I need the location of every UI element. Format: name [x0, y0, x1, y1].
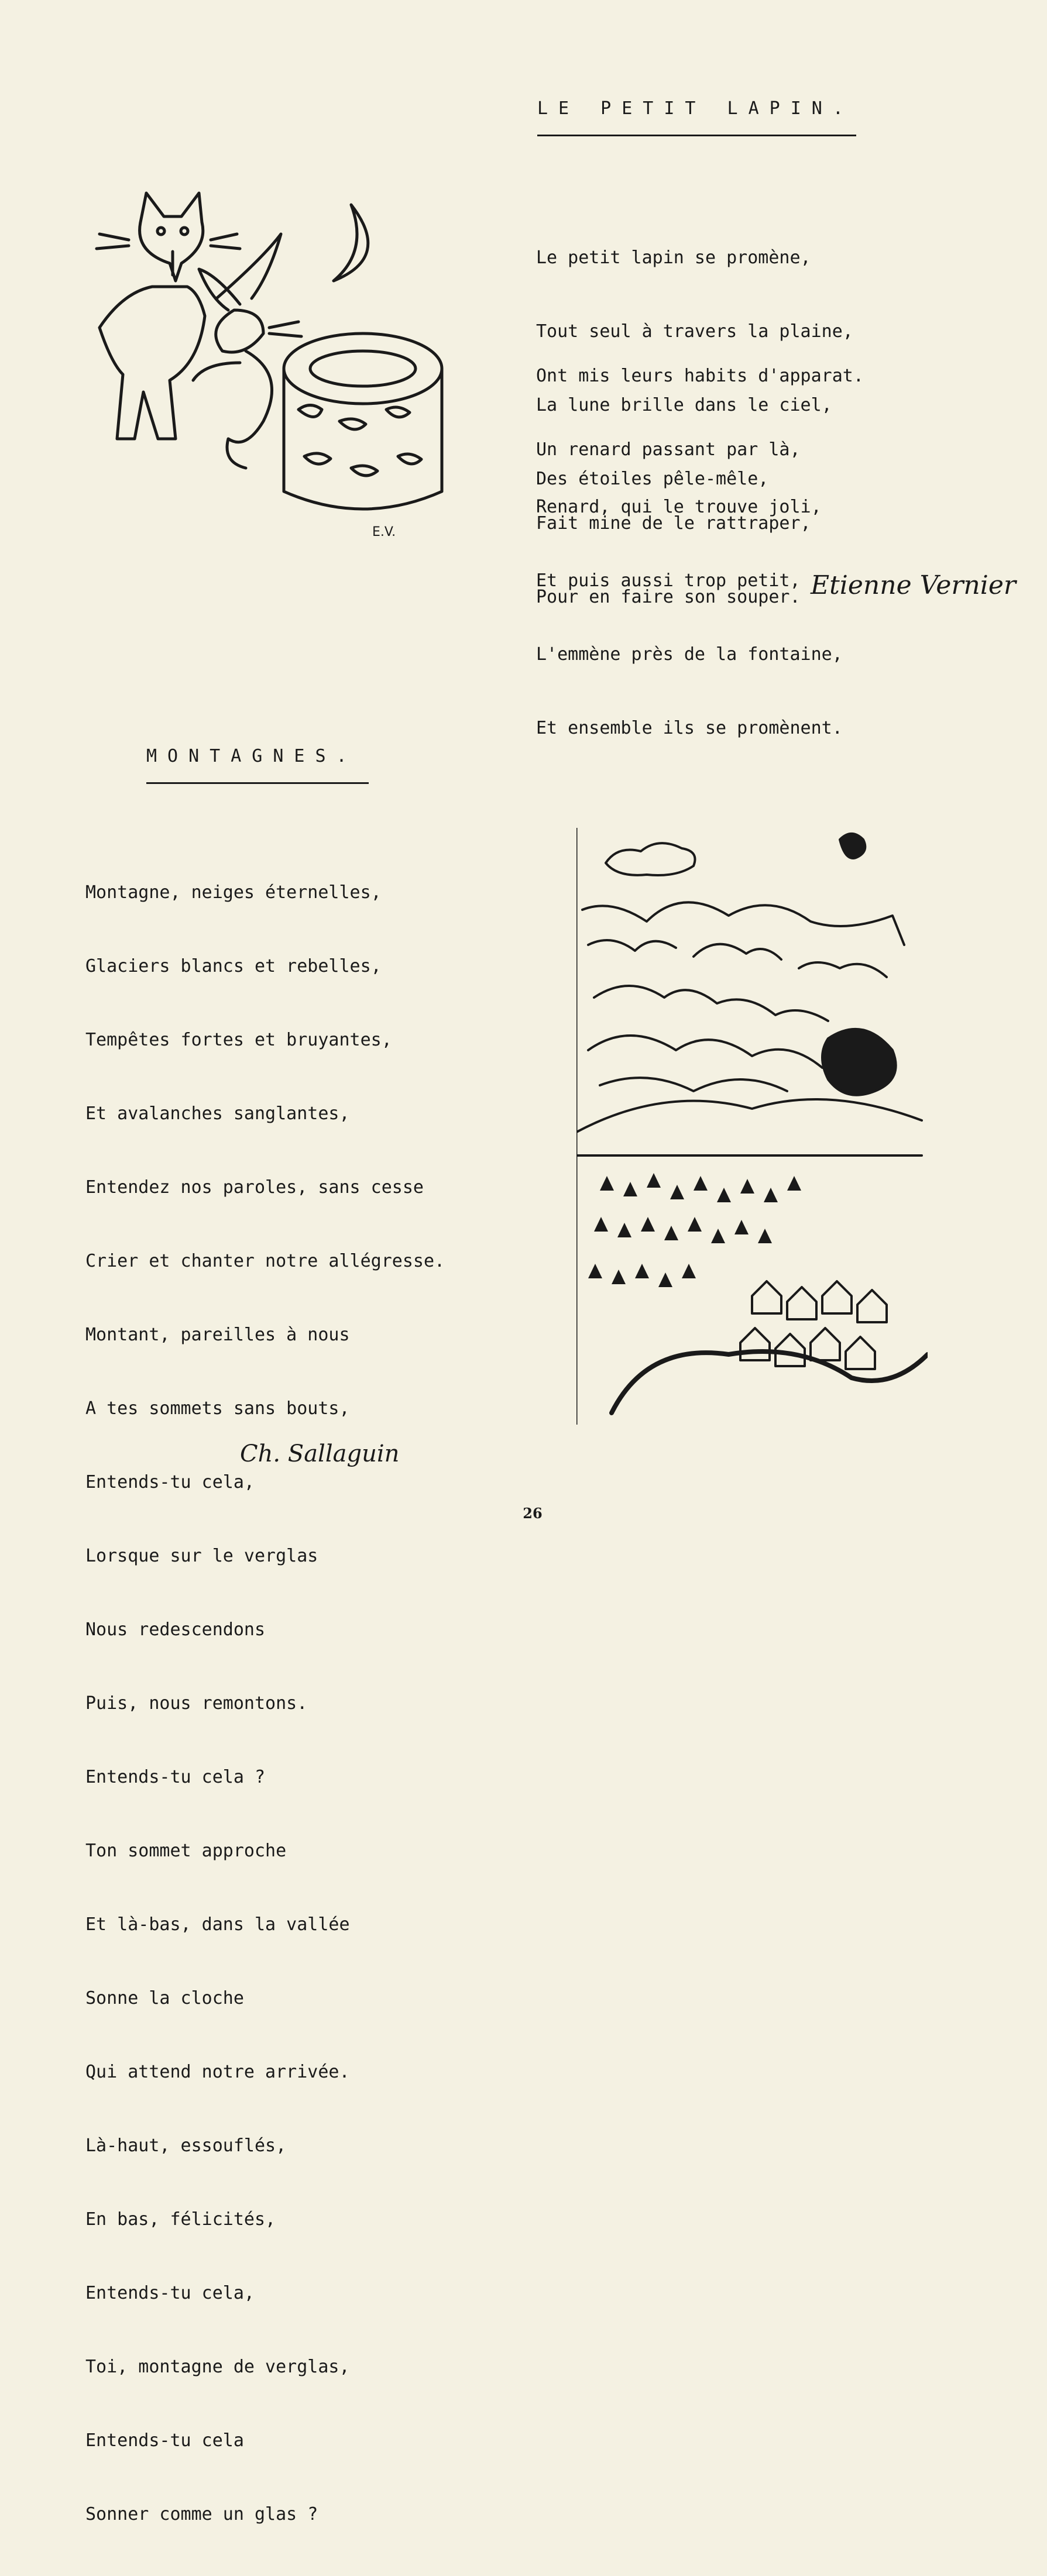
poem1-title: LE PETIT LAPIN.	[537, 98, 854, 119]
poem-line: Entendez nos paroles, sans cesse	[85, 1177, 424, 1198]
poem-line: L'emmène près de la fontaine,	[536, 644, 843, 665]
poem1-stanza-3	[536, 446, 843, 790]
poem-line: Tempêtes fortes et bruyantes,	[85, 1030, 392, 1050]
poem-line: Tout seul à travers la plaine,	[536, 321, 853, 342]
poem2-body	[85, 831, 445, 2576]
mountain-village-illustration	[576, 828, 928, 1425]
drawing-initials: E.V.	[372, 525, 396, 539]
poem-line: Et avalanches sanglantes,	[85, 1103, 350, 1124]
poem-line: Montagne, neiges éternelles,	[85, 882, 382, 903]
poem-line: Et là-bas, dans la vallée	[85, 1914, 350, 1935]
poem-line: Là-haut, essouflés,	[85, 2135, 287, 2156]
page-number: 26	[523, 1505, 543, 1522]
poem-line: Des étoiles pêle-mêle,	[536, 469, 769, 489]
poem-line: Qui attend notre arrivée.	[85, 2062, 350, 2082]
poem-line: Sonne la cloche	[85, 1988, 244, 2008]
poem-line: Montant, pareilles à nous	[85, 1325, 350, 1345]
poem-line: Nous redescendons	[85, 1619, 266, 1640]
poem2-title: MONTAGNES.	[146, 746, 358, 766]
poem-line: A tes sommets sans bouts,	[85, 1398, 350, 1419]
poem2-title-rule	[146, 782, 369, 784]
poem-line: La lune brille dans le ciel,	[536, 395, 832, 415]
fox-rabbit-illustration	[88, 187, 497, 538]
poem-line: Ont mis leurs habits d'apparat.	[536, 366, 864, 386]
poem-line: Entends-tu cela,	[85, 2283, 255, 2303]
poem-line: Entends-tu cela ?	[85, 1767, 266, 1787]
poem-line: Pour en faire son souper.	[536, 587, 801, 607]
poem-line: Le petit lapin se promène,	[536, 247, 811, 268]
poem-line: Entends-tu cela	[85, 2430, 244, 2451]
poem-line: Fait mine de le rattraper,	[536, 513, 811, 534]
poem-line: Et ensemble ils se promènent.	[536, 718, 843, 738]
poem-line: Renard, qui le trouve joli,	[536, 497, 822, 517]
poem-line: Puis, nous remontons.	[85, 1693, 308, 1714]
poem-line: Sonner comme un glas ?	[85, 2504, 318, 2525]
poem-line: Un renard passant par là,	[536, 439, 801, 460]
signature-etienne-vernier: Etienne Vernier	[811, 570, 1016, 600]
poem-line: En bas, félicités,	[85, 2209, 276, 2230]
poem-line: Ton sommet approche	[85, 1841, 287, 1861]
signature-ch-sallaguin: Ch. Sallaguin	[240, 1440, 400, 1467]
poem-line: Toi, montagne de verglas,	[85, 2357, 350, 2377]
poem-line: Lorsque sur le verglas	[85, 1546, 318, 1566]
poem1-title-rule	[537, 135, 856, 136]
poem-line: Glaciers blancs et rebelles,	[85, 956, 382, 976]
poem-line: Et puis aussi trop petit,	[536, 570, 801, 591]
poem-line: Entends-tu cela,	[85, 1472, 255, 1492]
poem-line: Crier et chanter notre allégresse.	[85, 1251, 445, 1271]
